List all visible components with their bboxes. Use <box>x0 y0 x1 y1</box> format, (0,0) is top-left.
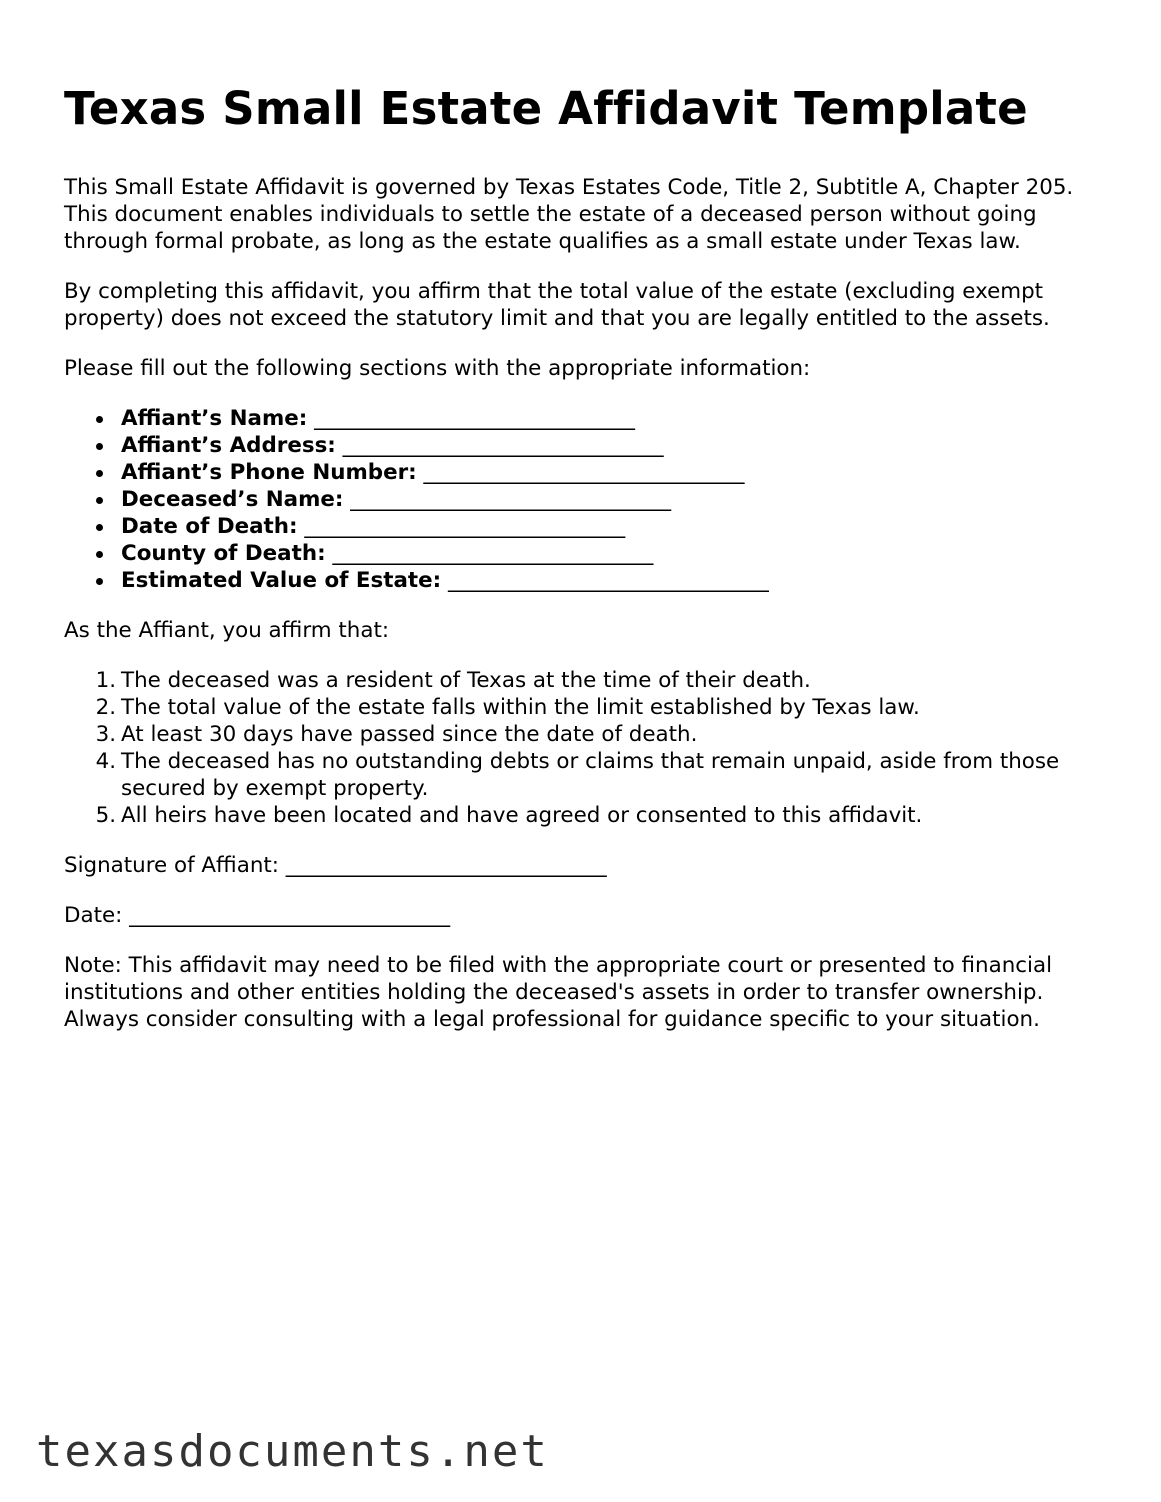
item-number: 1. <box>95 668 116 693</box>
intro-paragraph-1: This Small Estate Affidavit is governed by Texas Estates Code, Title 2, Subtitle A, Chapter 205. This document enables individuals to settle the estate of a deceased person without going through formal probate, as long as the estate qualifies as a small estate under Texas law. <box>64 175 1074 254</box>
item-number: 2. <box>95 695 116 720</box>
fields-list <box>64 405 1104 594</box>
affirm-intro: As the Affiant, you affirm that: <box>64 618 390 643</box>
page-title: Texas Small Estate Affidavit Template <box>64 82 1028 135</box>
fill-in-blank[interactable]: ______________________________ <box>448 568 769 593</box>
signature-blank[interactable]: ______________________________ <box>285 853 607 878</box>
fill-in-blank[interactable]: ______________________________ <box>423 460 745 485</box>
date-line <box>64 902 1104 929</box>
field-label: County of Death: <box>121 541 326 566</box>
field-label: Deceased’s Name: <box>121 487 344 512</box>
affirmation-item <box>64 694 1104 721</box>
field-label: Date of Death: <box>121 514 298 539</box>
affirmation-text: At least 30 days have passed since the date of death. <box>121 722 698 747</box>
affirmation-item <box>64 802 1104 829</box>
fill-in-blank[interactable]: ______________________________ <box>314 406 635 431</box>
document-page <box>64 72 1104 1056</box>
affirmation-item <box>64 748 1104 802</box>
date-label: Date: <box>64 903 123 928</box>
note-paragraph: Note: This affidavit may need to be filed with the appropriate court or presented to financial institutions and other entities holding the deceased's assets in order to transfer ownership. Always consider consulting with a legal professional for guidance specific to your situation. <box>64 953 1053 1032</box>
signature-label: Signature of Affiant: <box>64 853 279 878</box>
affirmation-text: The deceased has no outstanding debts or claims that remain unpaid, aside from those secured by exempt property. <box>121 749 1060 801</box>
watermark: texasdocuments.net <box>36 1426 549 1477</box>
field-estimated-value <box>64 567 1104 594</box>
field-deceased-name <box>64 486 1104 513</box>
affirmation-text: The deceased was a resident of Texas at the time of their death. <box>121 668 811 693</box>
field-label: Estimated Value of Estate: <box>121 568 442 593</box>
field-date-of-death <box>64 513 1104 540</box>
item-number: 5. <box>95 803 116 828</box>
field-label: Affiant’s Phone Number: <box>121 460 417 485</box>
affirmation-item <box>64 721 1104 748</box>
affirmations-list <box>64 667 1104 829</box>
signature-line <box>64 852 1104 879</box>
field-county-of-death <box>64 540 1104 567</box>
fill-in-blank[interactable]: ______________________________ <box>304 514 626 539</box>
fill-in-blank[interactable]: ______________________________ <box>350 487 672 512</box>
field-label: Affiant’s Name: <box>121 406 308 431</box>
field-affiant-name <box>64 405 1104 432</box>
fill-in-blank[interactable]: ______________________________ <box>332 541 654 566</box>
item-number: 3. <box>95 722 116 747</box>
field-label: Affiant’s Address: <box>121 433 336 458</box>
date-blank[interactable]: ______________________________ <box>129 903 451 928</box>
field-affiant-address <box>64 432 1104 459</box>
intro-paragraph-2: By completing this affidavit, you affirm that the total value of the estate (excluding exempt property) does not exceed the statutory limit and that you are legally entitled to the assets. <box>64 279 1050 331</box>
field-affiant-phone <box>64 459 1104 486</box>
affirmation-item <box>64 667 1104 694</box>
intro-paragraph-3: Please fill out the following sections with the appropriate information: <box>64 356 811 381</box>
fill-in-blank[interactable]: ______________________________ <box>342 433 664 458</box>
affirmation-text: The total value of the estate falls within the limit established by Texas law. <box>121 695 920 720</box>
affirmation-text: All heirs have been located and have agreed or consented to this affidavit. <box>121 803 923 828</box>
item-number: 4. <box>95 749 116 774</box>
